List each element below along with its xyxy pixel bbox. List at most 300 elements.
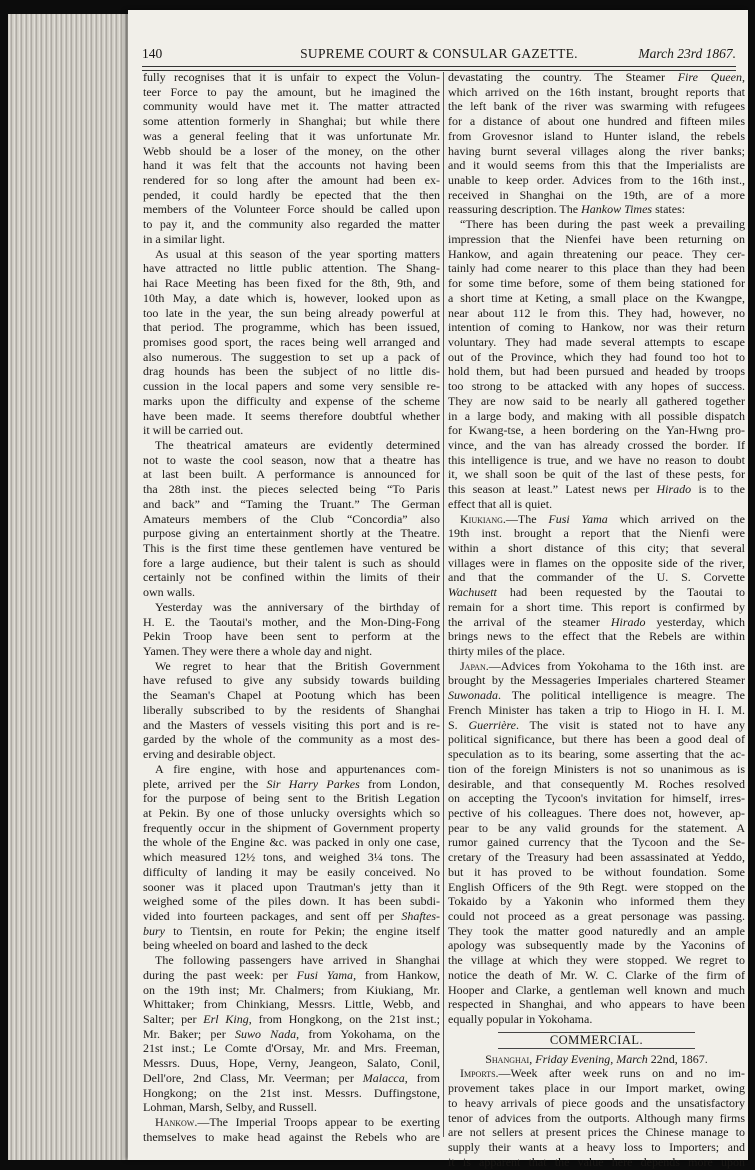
text: being wheeled on board and lashed to the deck [143,938,368,953]
text: difficulty of landing it may be easily conceived. No [143,864,440,879]
text: certainly not be confined within the limits of their [143,570,440,585]
text: , from [404,1070,440,1085]
text: and that the commander of the U. S. Corvette [448,570,745,585]
text-line [143,1041,440,1056]
text: which arrived on the 16th instant, brought reports that [448,84,745,99]
text: hai Race Meeting has been fixed for the 8th, 9th, and [143,276,440,291]
text-line [448,909,745,924]
text: S. [448,717,469,732]
text: political significance, but there has been a good deal of [448,732,745,747]
text: desirable, and that consequently M. Roches resolved [448,776,745,791]
italic-text: Shaftes- [401,908,440,923]
text-line [448,70,745,85]
text-line [143,158,440,173]
italic-text: Hirado [656,482,692,497]
text-line [143,924,440,939]
text: —Week after week runs on and no im- [498,1066,745,1081]
text: drag hounds has been the subject of no little dis- [143,364,440,379]
text: Lohman, Marsh, Selby, and Russell. [143,1100,317,1115]
text-line [143,894,440,909]
text-line [143,232,440,247]
text: erving and desirable object. [143,747,276,762]
text-line [448,409,745,424]
gazette-title: SUPREME COURT & CONSULAR GAZETTE. [300,46,578,61]
text-line [143,85,440,100]
section-heading: COMMERCIAL. [498,1032,695,1049]
text-line [448,482,745,497]
text-line [143,762,440,777]
text: equally popular in Yokohama. [448,1012,593,1026]
italic-text: Wachusett [448,585,497,600]
text-line [143,615,440,630]
text: that period. The programme, which has been issued, [143,320,440,335]
text: voluntary. They had made several attempts to escape [448,334,745,349]
text-line [143,835,440,850]
text: to pay it, and the community also regarded the matter [143,217,440,232]
text-line [143,114,440,129]
text-line [448,158,745,173]
italic-text: Malacca [362,1070,405,1085]
text-line [448,276,745,291]
text: themselves to make head against the Rebels who are [143,1129,440,1144]
text-line [448,99,745,114]
text-line [143,217,440,232]
paragraph [143,70,440,247]
text-line [448,1066,745,1081]
text-line [448,1012,745,1027]
text: from London, [359,776,441,791]
text-line [448,968,745,983]
text: Pekin Troop have been sent to perform at the [143,629,440,644]
text-line [448,423,745,438]
text-line [448,453,745,468]
text: impression that the Nienfei have been returning on [448,231,745,246]
text-line [448,114,745,129]
text: This is the first time these gentlemen have ventured be [143,541,440,555]
text: purpose giving an entertainment shortly at the Theatre. [143,526,440,541]
text: and back” and “Taming the Truant.” The German [143,496,440,511]
text-line [143,673,440,688]
text-line [448,880,745,895]
text: As usual at this season of the year sporting matters [155,246,440,261]
text: They took the matter good naturedly and an ample [448,923,745,938]
text-line [448,644,745,659]
italic-text: Fire Queen [677,70,742,84]
text-line [448,821,745,836]
text-line [143,732,440,747]
text: in a similar light. [143,231,225,246]
text: 21st inst.; Le Comte d'Orsay, Mr. and Mrs. Freeman, [143,1041,440,1056]
text-line [448,1096,745,1111]
text: , [742,70,745,84]
text-line [448,806,745,821]
text: tion of the foreign Ministers is not so unanimous as is [448,761,745,776]
text: pended, it could hardly be epected that the then [143,187,440,202]
text-line [448,894,745,909]
text-line [143,129,440,144]
text: H. E. the Taoutai's mother, and the Mon-Ding-Fong [143,614,440,629]
text-line [143,497,440,512]
text: and it would seems from this that the Imperialists are [448,158,745,173]
text: teer Force to pay the amount, but he imagined the [143,84,440,99]
paragraph [448,217,745,511]
text-line [448,703,745,718]
text: reassuring description. The [448,202,582,217]
italic-text: Sir Harry Parkes [266,776,360,791]
text: to Tientsin, en route for Pekin; the engine itself [165,923,440,938]
text-line [143,512,440,527]
text-line [448,924,745,939]
text: Hooper and Clarke, a gentleman well known and much [448,982,745,997]
text: thirty miles of the place. [448,644,565,659]
text: intention of coming to Hankow, nor was their return [448,320,745,335]
text: within a short distance of this city; that several [448,541,745,555]
text: villages were in flames on the opposite side of the river, [448,555,745,570]
text: which arrived on the [607,511,746,526]
text-line [448,320,745,335]
text: Hongkong; on the 21st inst. Messrs. Duffingstone, [143,1085,440,1100]
text-line [448,144,745,159]
text: out of the Province, which they had found too hot to [448,349,745,364]
text: had been requested by the Taoutai to [496,585,745,600]
text: it is apparent that the value here depends more upon [448,1154,745,1169]
text: some attention formerly in Shanghai; but while there [143,114,440,129]
text: but it has proved to be without foundation. Some [448,864,745,879]
text: respected in Shanghai, and who appears to have been [448,997,745,1012]
text: have attracted no little public attention. The Shang- [143,261,440,276]
text: cretary of the Treasury had been assassinated at Yeddo, [448,850,745,865]
text: tainly had come nearer to this place than they had been [448,261,745,276]
text-line [448,467,745,482]
paragraph [143,953,440,1115]
text-line [448,85,745,100]
text-line [448,1125,745,1140]
text-line [143,70,440,85]
italic-text: Suwo Nada [234,1026,297,1041]
text: Yesterday was the anniversary of the birthday of [155,599,440,614]
text-line [143,394,440,409]
text: this intelligence is true, and we have no reason to doubt [448,452,745,467]
text-line [143,350,440,365]
text: yesterday, which [645,614,745,629]
text-line [143,938,440,953]
paragraph [143,1115,440,1144]
text: brought by the Messageries Imperiales chartered Steamer [448,673,745,688]
text: devastating the country. The Steamer [448,70,678,84]
page-edges [8,14,142,1160]
text: Salter; per [143,1012,204,1026]
text-line [143,306,440,321]
italic-text: Erl King [203,1012,249,1026]
issue-date: March 23rd 1867. [638,46,736,61]
text-line [143,173,440,188]
text-line [448,659,745,674]
paragraph [448,512,745,659]
text: it, we shall soon be quit of the last of these pests, for [448,467,745,482]
text: weighed some of the piles down. It has been subdi- [143,894,440,909]
text: could not proceed as a great personage was passing. [448,908,745,923]
text: fully recognises that it is unfair to expect the Volun- [143,70,440,84]
section-lead: Japan. [460,658,489,673]
text: liberally subscribed to by the residents of Shanghai [143,702,440,717]
text: , from Yokohama, on the [296,1026,440,1041]
text: French Minister has taken a trip to Hiogo in H. I. M. [448,702,745,717]
text-line [448,585,745,600]
text: We regret to hear that the British Government [155,658,440,673]
text-line [143,202,440,217]
text: was a general feeling that it was unfortunate Mr. [143,128,440,143]
text-line [448,865,745,880]
text-line [448,1140,745,1155]
text-line [143,1071,440,1086]
text-line [448,306,745,321]
text-line [448,1081,745,1096]
text: 19th inst. brought a report that the Nienfi were [448,526,745,541]
text-line [143,1086,440,1101]
page-number: 140 [142,46,163,61]
text: the left bank of the river was swarming with refugees [448,99,745,114]
text: —The Imperial Troops appear to be exerting [197,1115,440,1130]
section-lead: Hankow. [155,1115,198,1130]
paragraph [143,762,440,953]
text-line [143,806,440,821]
text: Tokaido by a Yakonin who informed them they [448,894,745,909]
text-line [448,835,745,850]
section-lead: Imports. [460,1066,499,1081]
text: . The political intelligence is meagre. The [498,688,745,703]
text-line [448,556,745,571]
paragraph [143,438,440,600]
text: too late in the year, the sun being already powerful at [143,305,440,320]
text-line [143,1115,440,1130]
text: Whittaker; from Chinkiang, Messrs. Little, Webb, and [143,997,440,1012]
text-line [448,394,745,409]
paragraph [448,1066,745,1169]
page-header [142,46,736,64]
text-line [448,173,745,188]
text-line [143,909,440,924]
text-line [448,497,745,512]
text: “There has been during the past week a prevailing [460,217,745,232]
text-line [143,777,440,792]
text-line [143,968,440,983]
text-line [143,556,440,571]
text: on the 19th inst; Mr. Chalmers; from Kiukiang, Mr. [143,982,440,997]
text-line [143,188,440,203]
text: fore a large audience, but their talent is such as should [143,555,440,570]
text: tha 28th inst. the pieces selected being “To Paris [143,482,440,497]
text: apology was subsequently made by the Yaconins of [448,938,745,953]
text-line [143,659,440,674]
text-line [143,482,440,497]
text-line [448,762,745,777]
text-line [143,453,440,468]
text: remain for a short time. This report is confirmed by [448,599,745,614]
newspaper-page [128,10,748,1169]
text: Yamen. They were there a whole day and night. [143,644,373,659]
text-line [448,188,745,203]
text: , from Hongkong, on the 21st inst.; [248,1012,441,1026]
text: Webb should be a loser of the money, on the other [143,143,440,158]
section-lead: Kiukiang. [460,511,506,526]
italic-text: Guerrière [468,717,516,732]
italic-text: Hankow Times [581,202,653,217]
text: The following passengers have arrived in Shanghai [155,953,440,968]
text-line [143,629,440,644]
text: Mr. Baker; per [143,1026,235,1041]
text-line [448,718,745,733]
text-line [143,703,440,718]
text-line [143,526,440,541]
italic-text: Friday Evening, March [535,1051,648,1066]
italic-text: Suwonada [448,688,499,703]
text: the village at which they were stopped. We regret to [448,953,745,968]
text-line [143,144,440,159]
text-line [143,997,440,1012]
text-line [143,320,440,335]
italic-text: Hirado [610,614,646,629]
text-line [143,1027,440,1042]
text-line [143,423,440,438]
text-line [143,247,440,262]
text-line [448,997,745,1012]
column-divider [443,72,444,1137]
text-line [143,335,440,350]
text: on accepting the Tycoon's invitation for himself, irres- [448,791,745,806]
right-column [448,70,745,1169]
text-line [143,467,440,482]
text: at Pekin. By one of those unlucky oversights which so [143,805,440,820]
text-line [143,791,440,806]
text-line [143,438,440,453]
text-line [448,615,745,630]
text: Messrs. Duus, Hope, Verny, Jeangeon, Salato, Conil, [143,1056,440,1071]
text-line [143,1056,440,1071]
text: having burnt several villages along the river banks; [448,143,745,158]
text: vided into fourteen packages, and sent off per [143,908,402,923]
text-line [448,953,745,968]
text: pear to be any valid grounds for the statement. A [448,820,745,835]
text: community would have met it. The matter attracted [143,99,440,114]
text: speculation as to its bearing, some asserting that the ac- [448,747,745,762]
text: A fire engine, with hose and appurtenances com- [155,761,440,776]
text: cussion in the local papers and some very sensible re- [143,379,440,394]
text-line [448,541,745,556]
text: Dell'ore, 2nd Class, Mr. Veerman; per [143,1070,363,1085]
text-line [448,438,745,453]
text-line [448,350,745,365]
text-line [448,335,745,350]
text: promises good sport, the races being well arranged and [143,334,440,349]
text: rendered for so long after the amount had been ex- [143,173,440,188]
text-line [143,880,440,895]
text-line [143,291,440,306]
text-line [448,512,745,527]
text: provement takes place in our Import market, owing [448,1081,745,1096]
text: members of the Volunteer Force should be called upon [143,202,440,217]
text: sooner was it placed upon Trautman's jetty than it [143,879,440,894]
text: are not sellers at present prices the Chinese manage to [448,1125,745,1140]
text: also numerous. The suggestion to set up a pack of [143,349,440,364]
text: 22nd, 1867. [647,1051,708,1066]
text: . The visit is stated not to have any [516,717,745,732]
text: own walls. [143,585,195,600]
text: marks upon the difficulty and expense of the scheme [143,393,440,408]
text-line [143,379,440,394]
text-line [143,688,440,703]
text-line [143,570,440,585]
text-line [143,718,440,733]
text: pective of his colleagues. There does not, however, ap- [448,805,745,820]
text-line [143,747,440,762]
text: Amateurs members of the Club “Concordia” also [143,511,440,526]
text: for some time before, some of them being stationed for [448,276,745,291]
paragraph [143,659,440,762]
paragraph [143,247,440,438]
text: received in Shanghai on the 19th, are of a more [448,187,745,202]
text: this season at least.” Latest news per [448,482,657,497]
text: the arrival of the steamer [448,614,611,629]
text: from Grovesnor island to Hunter island, the rebels [448,128,745,143]
text-line [448,747,745,762]
text-line [448,570,745,585]
text: in a large body, and making with all possible dispatch [448,408,745,423]
text-line [448,247,745,262]
text: unable to keep order. Advices from to the 16th inst., [448,173,745,188]
text: vince, and the van has already crossed the border. If [448,437,745,452]
text: English Officers of the 9th Regt. were stopped on the [448,879,745,894]
text-line [448,688,745,703]
text-line [448,629,745,644]
text: brings news to the effect that the Rebels are within [448,629,745,644]
text-line [143,1100,440,1115]
text: near about 112 le from this. They had, however, no [448,305,745,320]
text: supply their wants at a heavy loss to Importers; and [448,1140,745,1155]
text-line [143,1130,440,1145]
text: hold them, but had been pursued and headed by troops [448,364,745,379]
text-line [448,202,745,217]
text-line [448,938,745,953]
text-line [448,732,745,747]
text-line [448,129,745,144]
text-line [143,850,440,865]
text-line [448,526,745,541]
text: hand it was felt that the accounts not having been [143,158,440,173]
text: Hankow, and again threatening our peace. They cer- [448,246,745,261]
left-column [143,70,440,1144]
text: for a distance of about one hundred and fifteen miles [448,114,745,129]
italic-text: Fusi Yama [548,511,608,526]
text-line [143,99,440,114]
text: notice the death of Mr. W. C. Clarke of the firm of [448,967,745,982]
text-line [143,600,440,615]
text-line [143,644,440,659]
text-line [143,585,440,600]
text-line [448,364,745,379]
text: states: [652,202,686,217]
text-line [143,541,440,556]
text: 10th May, a date which is, however, looked upon as [143,290,440,305]
text: too strong to be attacked with any hopes of success. [448,379,745,394]
text: for Kwang-tse, a heen bordering on the Yan-Hwng pro- [448,423,745,438]
text-line [143,364,440,379]
text-line [448,261,745,276]
text-line [448,291,745,306]
italic-text: bury [143,923,165,938]
text-line [448,1155,745,1170]
text: tenor of advices from the outports. Although many firms [448,1110,745,1125]
text: , from Hankow, [353,967,440,982]
